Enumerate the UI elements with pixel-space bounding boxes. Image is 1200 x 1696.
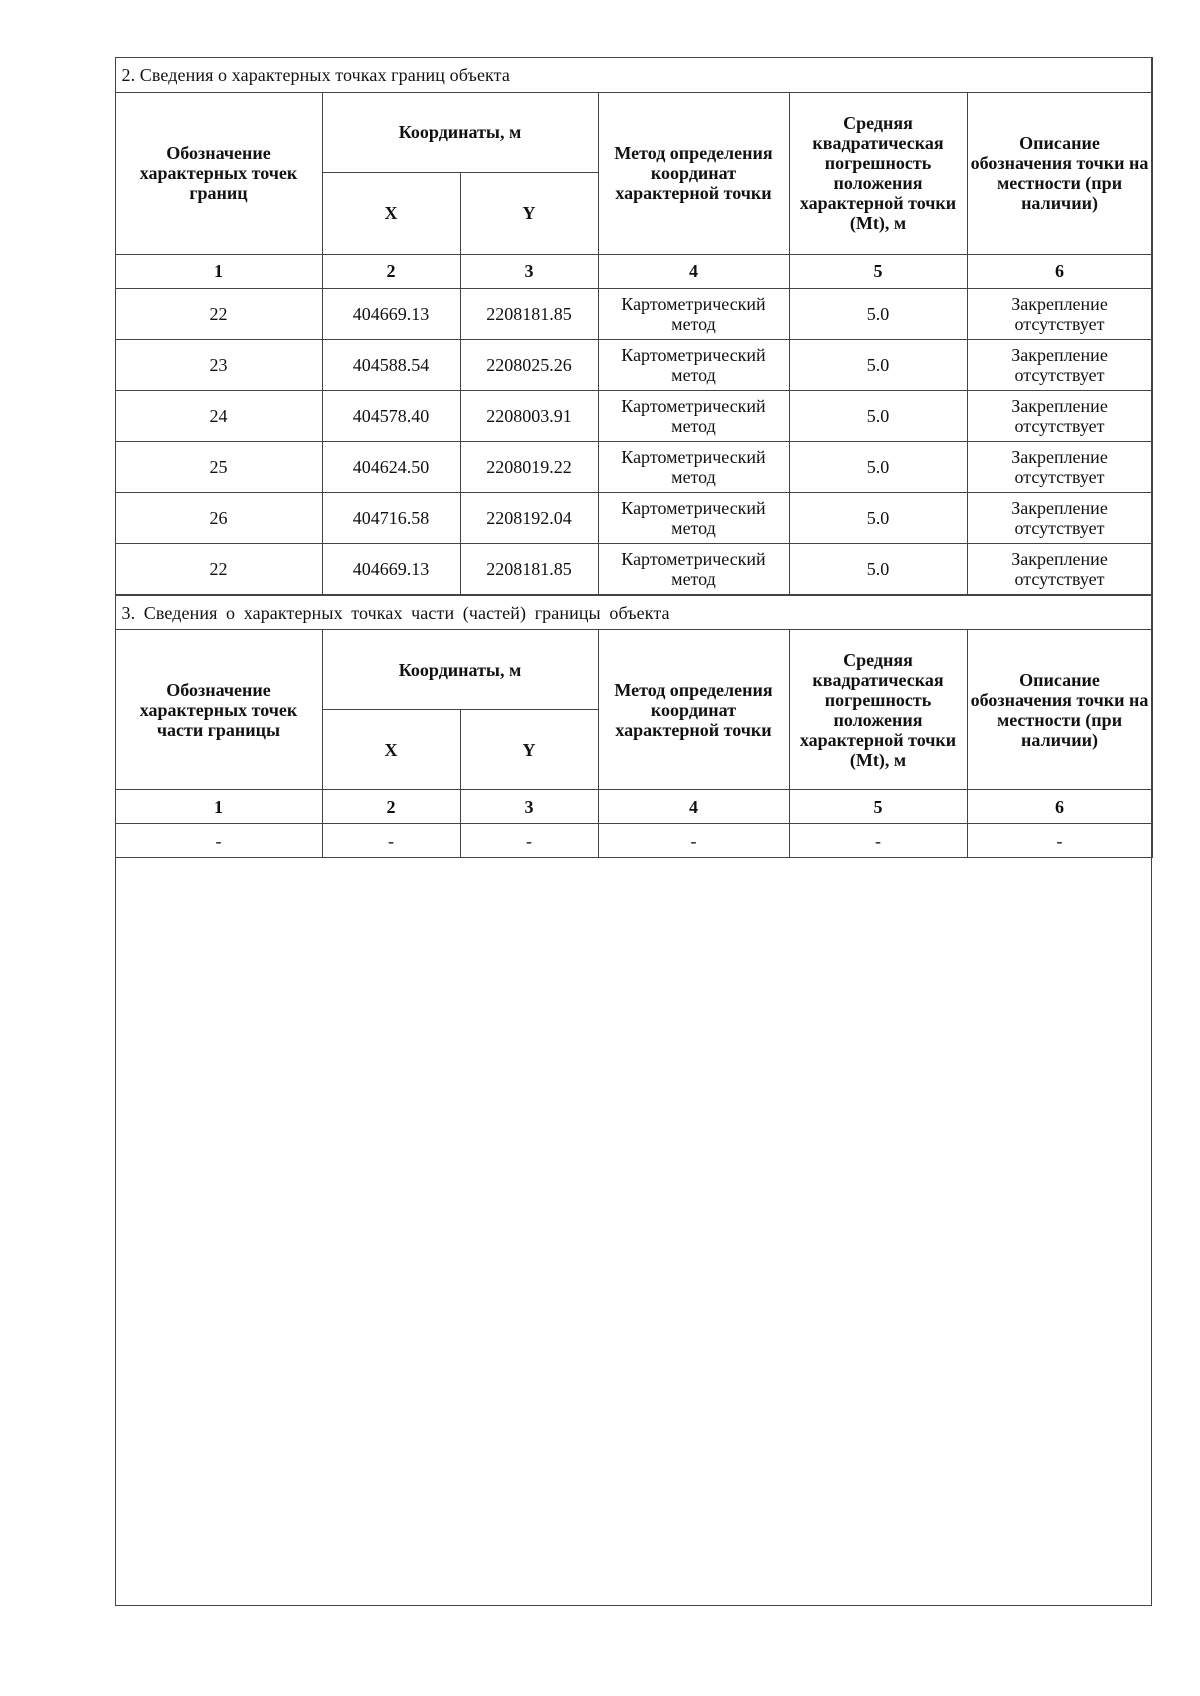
column-number: 6 (967, 254, 1152, 288)
column-number: 3 (460, 790, 598, 824)
point-number: 22 (115, 543, 322, 594)
column-number: 3 (460, 254, 598, 288)
column-number: 4 (598, 254, 789, 288)
description-cell: Закрепление отсутствует (967, 390, 1152, 441)
header-y: Y (460, 172, 598, 254)
header-error: Средняя квадратическая погрешность положения характерной точки (Mt), м (789, 92, 967, 254)
coord-y: - (460, 824, 598, 858)
header-coordinates: Координаты, м (322, 92, 598, 172)
header-method: Метод определения координат характерной точки (598, 630, 789, 790)
coord-y: 2208181.85 (460, 543, 598, 594)
description-cell: Закрепление отсутствует (967, 288, 1152, 339)
section-2-title: 2. Сведения о характерных точках границ объекта (115, 57, 1152, 92)
coord-y: 2208019.22 (460, 441, 598, 492)
coord-x: 404588.54 (322, 339, 460, 390)
coord-y: 2208025.26 (460, 339, 598, 390)
column-number: 1 (115, 254, 322, 288)
boundary-part-points-table (115, 595, 1153, 858)
point-number: 26 (115, 492, 322, 543)
coord-y: 2208003.91 (460, 390, 598, 441)
coord-x: 404669.13 (322, 288, 460, 339)
header-designation: Обозначение характерных точек части границы (115, 630, 322, 790)
error-cell: 5.0 (789, 339, 967, 390)
header-description: Описание обозначения точки на местности (при наличии) (967, 92, 1152, 254)
table-row (115, 390, 1152, 441)
table-row (115, 492, 1152, 543)
description-cell: Закрепление отсутствует (967, 339, 1152, 390)
column-number: 2 (322, 254, 460, 288)
header-designation: Обозначение характерных точек границ (115, 92, 322, 254)
method-cell: Картометрический метод (598, 441, 789, 492)
method-cell: Картометрический метод (598, 390, 789, 441)
point-number: 22 (115, 288, 322, 339)
method-cell: Картометрический метод (598, 543, 789, 594)
coord-x: 404578.40 (322, 390, 460, 441)
document-page (115, 57, 1152, 1606)
error-cell: 5.0 (789, 492, 967, 543)
blank-area (116, 862, 1151, 1605)
description-cell: - (967, 824, 1152, 858)
header-coordinates: Координаты, м (322, 630, 598, 710)
error-cell: 5.0 (789, 543, 967, 594)
header-y: Y (460, 710, 598, 790)
coord-x: 404716.58 (322, 492, 460, 543)
method-cell: Картометрический метод (598, 339, 789, 390)
coord-y: 2208181.85 (460, 288, 598, 339)
method-cell: Картометрический метод (598, 288, 789, 339)
description-cell: Закрепление отсутствует (967, 441, 1152, 492)
error-cell: 5.0 (789, 390, 967, 441)
column-number: 5 (789, 254, 967, 288)
column-number: 1 (115, 790, 322, 824)
header-x: X (322, 710, 460, 790)
column-number: 4 (598, 790, 789, 824)
method-cell: Картометрический метод (598, 492, 789, 543)
description-cell: Закрепление отсутствует (967, 492, 1152, 543)
point-number: 25 (115, 441, 322, 492)
column-number: 2 (322, 790, 460, 824)
error-cell: - (789, 824, 967, 858)
table-row (115, 339, 1152, 390)
coord-x: 404669.13 (322, 543, 460, 594)
table-row (115, 441, 1152, 492)
table-row (115, 824, 1152, 858)
point-number: 24 (115, 390, 322, 441)
table-row (115, 288, 1152, 339)
header-description: Описание обозначения точки на местности (при наличии) (967, 630, 1152, 790)
error-cell: 5.0 (789, 441, 967, 492)
coord-x: - (322, 824, 460, 858)
coord-x: 404624.50 (322, 441, 460, 492)
error-cell: 5.0 (789, 288, 967, 339)
column-number: 5 (789, 790, 967, 824)
header-method: Метод определения координат характерной точки (598, 92, 789, 254)
column-number: 6 (967, 790, 1152, 824)
method-cell: - (598, 824, 789, 858)
point-number: 23 (115, 339, 322, 390)
header-x: X (322, 172, 460, 254)
header-error: Средняя квадратическая погрешность положения характерной точки (Mt), м (789, 630, 967, 790)
description-cell: Закрепление отсутствует (967, 543, 1152, 594)
coord-y: 2208192.04 (460, 492, 598, 543)
section-3-title: 3. Сведения о характерных точках части (частей) границы объекта (115, 596, 1152, 630)
table-row (115, 543, 1152, 594)
point-number: - (115, 824, 322, 858)
boundary-points-table (115, 57, 1153, 595)
